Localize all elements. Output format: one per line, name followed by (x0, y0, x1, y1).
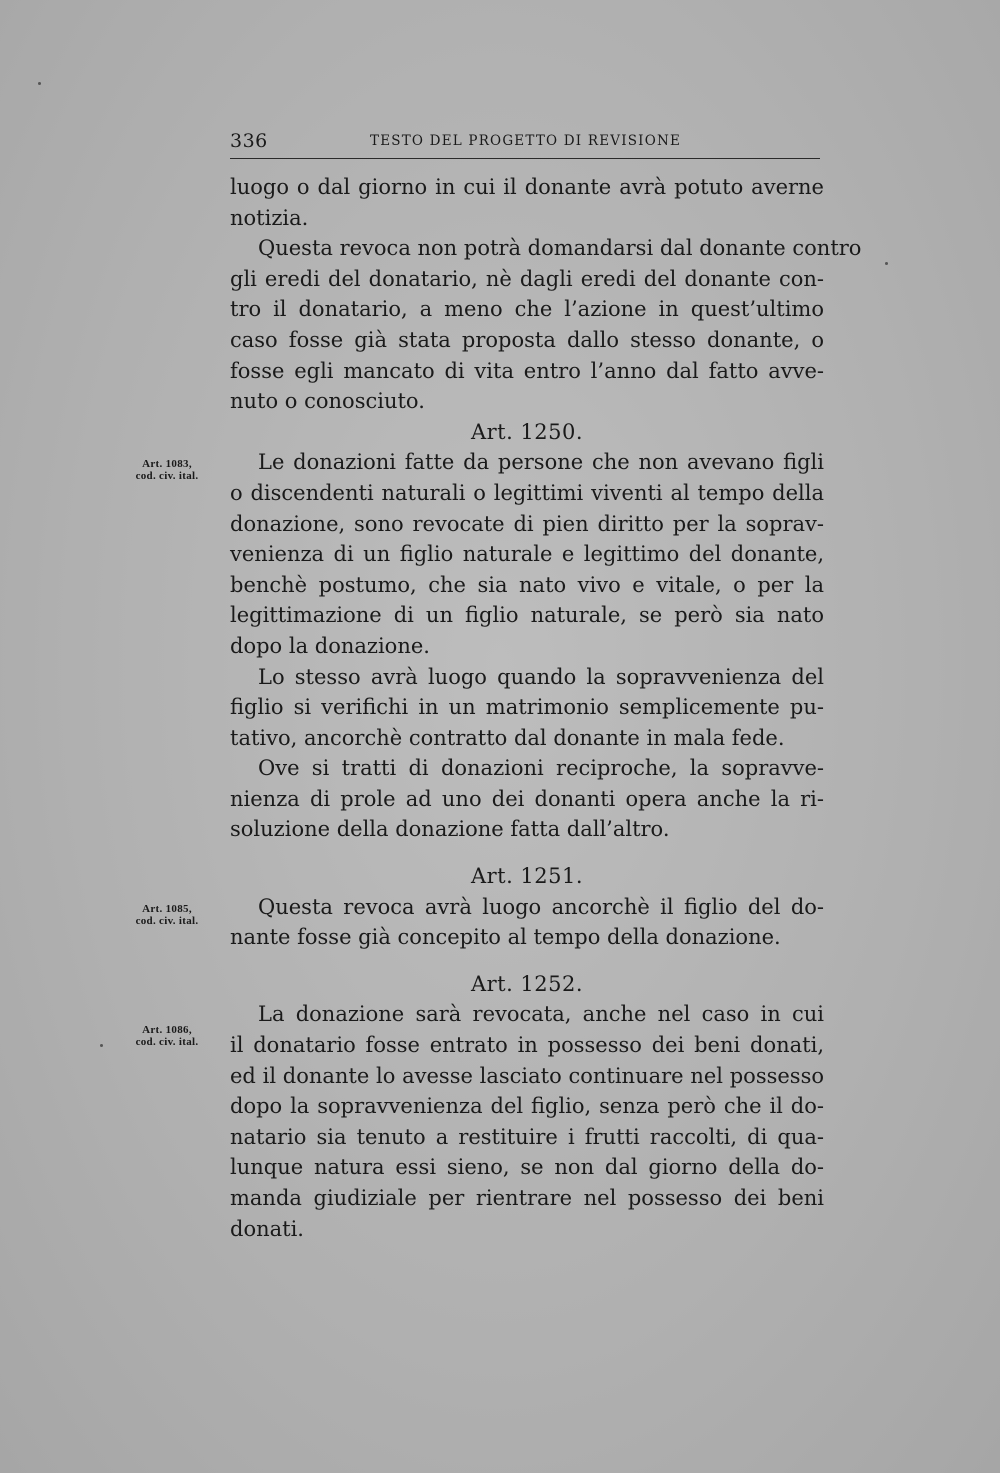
margin-note-line: Art. 1083, (142, 458, 192, 470)
text-line: benchè postumo, che sia nato vivo e vitale, o per la (230, 572, 824, 597)
text-line: Le donazioni fatte da persone che non avevano figli (258, 450, 824, 475)
paragraph (230, 447, 824, 661)
body-text (230, 172, 862, 1244)
text-line: donazione, sono revocate di pien diritto per la soprav- (230, 511, 824, 536)
text-line: caso fosse già stata proposta dallo stesso donante, o (230, 327, 824, 352)
text-line: nante fosse già concepito al tempo della donazione. (230, 925, 781, 950)
text-line: lunque natura essi sieno, se non dal giorno della do- (230, 1155, 824, 1180)
article-heading-1251: Art. 1251. (470, 864, 584, 889)
text-line: nienza di prole ad uno dei donanti opera anche la ri- (230, 786, 824, 811)
text-line: manda giudiziale per rientrare nel possesso dei beni (230, 1186, 824, 1210)
margin-note-art-1085 (112, 903, 222, 927)
header-rule (230, 158, 820, 159)
paragraph (230, 233, 862, 417)
text-line: donati. (230, 1216, 304, 1241)
margin-note-line: Art. 1085, (142, 903, 192, 915)
text-line: dopo la donazione. (230, 633, 430, 658)
text-line: fosse egli mancato di vita entro l’anno dal fatto avve- (230, 358, 824, 383)
paragraph (230, 999, 824, 1244)
text-line: gli eredi del donatario, nè dagli eredi del donante con- (230, 266, 824, 291)
ink-speck (38, 82, 41, 85)
text-line: natario sia tenuto a restituire i frutti raccolti, di qua- (230, 1124, 824, 1149)
margin-note-line: cod. civ. ital. (135, 470, 199, 482)
text-line: o discendenti naturali o legittimi viventi al tempo della (230, 480, 824, 505)
text-line: legittimazione di un figlio naturale, se però sia nato (230, 603, 824, 628)
page-header (230, 130, 820, 154)
text-line: Lo stesso avrà luogo quando la sopravvenienza del (258, 664, 824, 689)
text-line: tativo, ancorchè contratto dal donante in mala fede. (230, 725, 785, 750)
text-line: nuto o conosciuto. (230, 389, 425, 414)
paragraph (230, 753, 824, 845)
margin-note-art-1086 (112, 1024, 222, 1048)
text-line: tro il donatario, a meno che l’azione in quest’ultimo (230, 297, 824, 322)
text-line: soluzione della donazione fatta dall’altro. (230, 817, 670, 842)
text-line: ed il donante lo avesse lasciato continuare nel possesso (230, 1063, 824, 1088)
paragraph (230, 892, 824, 953)
margin-note-art-1083 (112, 458, 222, 482)
page-number: 336 (230, 130, 268, 152)
margin-note-line: cod. civ. ital. (135, 1036, 199, 1048)
ink-speck (100, 1044, 103, 1047)
text-line: dopo la sopravvenienza del figlio, senza però che il do- (230, 1094, 824, 1119)
text-line: luogo o dal giorno in cui il donante avrà potuto averne (230, 175, 824, 199)
text-line: Ove si tratti di donazioni reciproche, la sopravve- (258, 756, 824, 781)
text-line: Questa revoca non potrà domandarsi dal donante contro (258, 236, 862, 261)
text-line: notizia. (230, 205, 309, 230)
article-heading-1250: Art. 1250. (470, 419, 584, 444)
running-title: TESTO DEL PROGETTO DI REVISIONE (370, 133, 682, 149)
margin-note-line: cod. civ. ital. (135, 915, 199, 927)
ink-speck (885, 262, 888, 265)
paragraph-continuation (230, 172, 824, 233)
text-line: il donatario fosse entrato in possesso dei beni donati, (230, 1033, 824, 1058)
text-line: La donazione sarà revocata, anche nel caso in cui (258, 1002, 824, 1027)
text-line: venienza di un figlio naturale e legittimo del donante, (230, 542, 824, 567)
paragraph (230, 662, 824, 754)
text-line: Questa revoca avrà luogo ancorchè il figlio del do- (258, 894, 824, 919)
article-heading-1252: Art. 1252. (470, 971, 584, 996)
text-line: figlio si verifichi in un matrimonio semplicemente pu- (230, 695, 824, 720)
margin-note-line: Art. 1086, (142, 1024, 192, 1036)
